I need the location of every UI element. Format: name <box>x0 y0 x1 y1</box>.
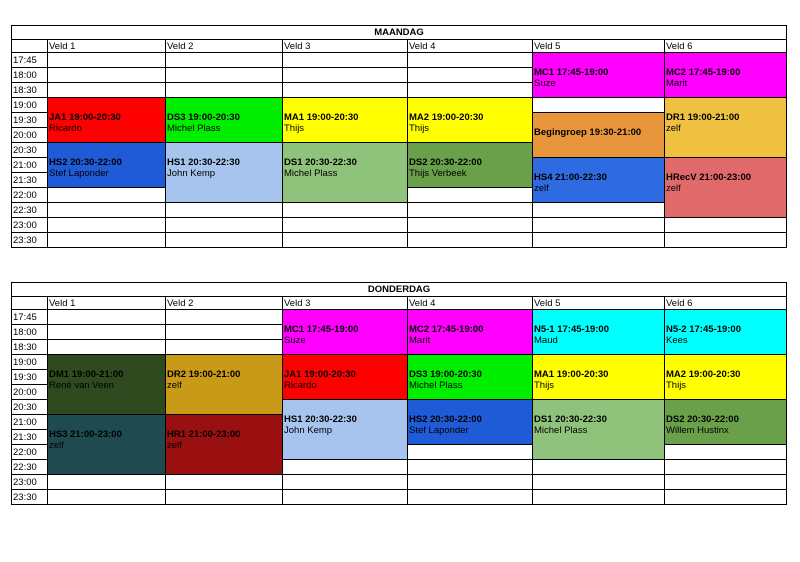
training-block <box>408 310 533 355</box>
empty-slot <box>665 233 787 248</box>
time-label: 18:00 <box>12 68 48 83</box>
empty-slot <box>283 233 408 248</box>
empty-slot <box>166 310 283 325</box>
empty-slot <box>283 83 408 98</box>
training-trainer: Thijs <box>284 123 305 134</box>
training-trainer: John Kemp <box>284 425 333 436</box>
time-label: 20:00 <box>12 128 48 143</box>
training-block <box>665 53 787 98</box>
training-block <box>665 158 787 218</box>
training-title: JA1 19:00-20:30 <box>284 369 356 380</box>
training-trainer: Suze <box>534 78 556 89</box>
training-trainer: Michel Plass <box>167 123 221 134</box>
donderdag-schedule-table <box>11 282 787 505</box>
empty-slot <box>408 188 533 203</box>
training-block <box>166 415 283 475</box>
training-block <box>665 310 787 355</box>
training-title: MC1 17:45-19:00 <box>534 67 609 78</box>
empty-slot <box>48 203 166 218</box>
training-title: DS2 20:30-22:00 <box>409 157 482 168</box>
empty-slot <box>166 340 283 355</box>
training-title: DM1 19:00-21:00 <box>49 369 124 380</box>
empty-slot <box>665 218 787 233</box>
empty-slot <box>48 53 166 68</box>
training-trainer: Thijs <box>534 380 555 391</box>
training-title: Begingroep 19:30-21:00 <box>534 127 642 138</box>
empty-slot <box>48 218 166 233</box>
field-header: Veld 2 <box>166 297 283 310</box>
training-trainer: zelf <box>666 183 681 194</box>
training-title: MA1 19:00-20:30 <box>284 112 359 123</box>
empty-slot <box>533 233 665 248</box>
empty-slot <box>48 325 166 340</box>
training-title: MA2 19:00-20:30 <box>666 369 741 380</box>
training-title: HR1 21:00-23:00 <box>167 429 241 440</box>
training-block <box>166 143 283 203</box>
training-title: HS2 20:30-22:00 <box>409 414 482 425</box>
empty-slot <box>665 460 787 475</box>
empty-slot <box>533 490 665 505</box>
field-header: Veld 3 <box>283 40 408 53</box>
corner-cell <box>12 40 48 53</box>
training-trainer: Thijs <box>666 380 687 391</box>
training-title: HS3 21:00-23:00 <box>49 429 122 440</box>
field-header: Veld 6 <box>665 297 787 310</box>
training-block <box>48 143 166 188</box>
time-label: 21:00 <box>12 158 48 173</box>
training-trainer: Willem Hustinx <box>666 425 729 436</box>
training-block <box>283 400 408 460</box>
time-label: 22:00 <box>12 445 48 460</box>
empty-slot <box>665 475 787 490</box>
time-label: 23:00 <box>12 218 48 233</box>
training-title: N5-2 17:45-19:00 <box>666 324 741 335</box>
training-trainer: René van Veen <box>49 380 114 391</box>
training-trainer: zelf <box>534 183 549 194</box>
time-label: 20:30 <box>12 143 48 158</box>
training-title: MA1 19:00-20:30 <box>534 369 609 380</box>
time-label: 23:00 <box>12 475 48 490</box>
training-block <box>533 310 665 355</box>
training-title: HS2 20:30-22:00 <box>49 157 122 168</box>
empty-slot <box>533 98 665 113</box>
training-trainer: Marit <box>409 335 431 346</box>
empty-slot <box>166 53 283 68</box>
field-header: Veld 6 <box>665 40 787 53</box>
training-title: HS1 20:30-22:30 <box>284 414 357 425</box>
time-label: 18:00 <box>12 325 48 340</box>
training-title: MC2 17:45-19:00 <box>409 324 484 335</box>
time-label: 17:45 <box>12 310 48 325</box>
training-title: HS1 20:30-22:30 <box>167 157 240 168</box>
training-title: HRecV 21:00-23:00 <box>666 172 752 183</box>
training-trainer: Maud <box>534 335 558 346</box>
day-title: DONDERDAG <box>12 283 787 297</box>
empty-slot <box>283 460 408 475</box>
empty-slot <box>283 53 408 68</box>
corner-cell <box>12 297 48 310</box>
training-trainer: John Kemp <box>167 168 216 179</box>
training-title: DS1 20:30-22:30 <box>534 414 607 425</box>
time-label: 18:30 <box>12 340 48 355</box>
training-title: DR2 19:00-21:00 <box>167 369 241 380</box>
maandag-schedule-table <box>11 25 787 248</box>
field-header: Veld 1 <box>48 40 166 53</box>
time-label: 22:00 <box>12 188 48 203</box>
training-title: MC2 17:45-19:00 <box>666 67 741 78</box>
training-trainer: Stef Laponder <box>409 425 469 436</box>
time-label: 21:30 <box>12 173 48 188</box>
training-block <box>283 143 408 203</box>
training-block <box>533 400 665 460</box>
training-title: MC1 17:45-19:00 <box>284 324 359 335</box>
training-title: DS3 19:00-20:30 <box>167 112 240 123</box>
field-header: Veld 5 <box>533 297 665 310</box>
training-trainer: zelf <box>167 440 182 451</box>
empty-slot <box>166 68 283 83</box>
training-block <box>283 355 408 400</box>
empty-slot <box>408 203 533 218</box>
empty-slot <box>533 218 665 233</box>
training-block <box>665 400 787 445</box>
training-trainer: Michel Plass <box>284 168 338 179</box>
empty-slot <box>408 83 533 98</box>
empty-slot <box>48 68 166 83</box>
training-trainer: Kees <box>666 335 688 346</box>
training-trainer: Michel Plass <box>409 380 463 391</box>
empty-slot <box>408 53 533 68</box>
training-block <box>166 355 283 415</box>
empty-slot <box>166 203 283 218</box>
training-block <box>408 355 533 400</box>
training-block <box>408 98 533 143</box>
empty-slot <box>283 490 408 505</box>
training-trainer: Ricardo <box>284 380 317 391</box>
empty-slot <box>533 203 665 218</box>
empty-slot <box>408 445 533 460</box>
time-label: 19:00 <box>12 355 48 370</box>
empty-slot <box>48 233 166 248</box>
empty-slot <box>283 203 408 218</box>
training-block <box>533 355 665 400</box>
time-label: 22:30 <box>12 203 48 218</box>
training-title: DS2 20:30-22:00 <box>666 414 739 425</box>
field-header: Veld 4 <box>408 40 533 53</box>
training-title: DS1 20:30-22:30 <box>284 157 357 168</box>
time-label: 22:30 <box>12 460 48 475</box>
training-block <box>48 98 166 143</box>
empty-slot <box>408 460 533 475</box>
training-trainer: Marit <box>666 78 688 89</box>
training-block <box>533 158 665 203</box>
training-block <box>48 355 166 415</box>
training-trainer: Michel Plass <box>534 425 588 436</box>
empty-slot <box>48 310 166 325</box>
empty-slot <box>408 68 533 83</box>
training-trainer: Thijs <box>409 123 430 134</box>
empty-slot <box>408 233 533 248</box>
field-header: Veld 1 <box>48 297 166 310</box>
time-label: 23:30 <box>12 490 48 505</box>
empty-slot <box>408 490 533 505</box>
empty-slot <box>408 475 533 490</box>
time-label: 20:30 <box>12 400 48 415</box>
time-label: 20:00 <box>12 385 48 400</box>
training-block <box>166 98 283 143</box>
time-label: 17:45 <box>12 53 48 68</box>
training-title: N5-1 17:45-19:00 <box>534 324 609 335</box>
empty-slot <box>166 475 283 490</box>
empty-slot <box>283 68 408 83</box>
training-trainer: zelf <box>167 380 182 391</box>
empty-slot <box>48 83 166 98</box>
empty-slot <box>533 475 665 490</box>
training-title: MA2 19:00-20:30 <box>409 112 484 123</box>
training-block <box>283 98 408 143</box>
training-title: DS3 19:00-20:30 <box>409 369 482 380</box>
empty-slot <box>166 490 283 505</box>
training-block <box>408 400 533 445</box>
empty-slot <box>166 83 283 98</box>
time-label: 19:00 <box>12 98 48 113</box>
training-trainer: Stef Laponder <box>49 168 109 179</box>
time-label: 19:30 <box>12 113 48 128</box>
training-block <box>665 355 787 400</box>
empty-slot <box>166 325 283 340</box>
empty-slot <box>533 460 665 475</box>
empty-slot <box>166 218 283 233</box>
training-trainer: zelf <box>49 440 64 451</box>
training-trainer: Suze <box>284 335 306 346</box>
training-trainer: Thijs Verbeek <box>409 168 467 179</box>
time-label: 21:30 <box>12 430 48 445</box>
time-label: 19:30 <box>12 370 48 385</box>
empty-slot <box>166 233 283 248</box>
field-header: Veld 5 <box>533 40 665 53</box>
field-header: Veld 4 <box>408 297 533 310</box>
day-title: MAANDAG <box>12 26 787 40</box>
training-block <box>283 310 408 355</box>
training-trainer: Ricardo <box>49 123 82 134</box>
field-header: Veld 3 <box>283 297 408 310</box>
empty-slot <box>48 340 166 355</box>
empty-slot <box>48 490 166 505</box>
empty-slot <box>48 475 166 490</box>
time-label: 23:30 <box>12 233 48 248</box>
empty-slot <box>408 218 533 233</box>
training-trainer: zelf <box>666 123 681 134</box>
training-title: JA1 19:00-20:30 <box>49 112 121 123</box>
training-title: DR1 19:00-21:00 <box>666 112 740 123</box>
time-label: 21:00 <box>12 415 48 430</box>
empty-slot <box>48 188 166 203</box>
empty-slot <box>665 490 787 505</box>
empty-slot <box>665 445 787 460</box>
training-title: HS4 21:00-22:30 <box>534 172 607 183</box>
time-label: 18:30 <box>12 83 48 98</box>
empty-slot <box>283 218 408 233</box>
field-header: Veld 2 <box>166 40 283 53</box>
training-block <box>533 53 665 98</box>
training-block <box>533 113 665 158</box>
empty-slot <box>283 475 408 490</box>
training-block <box>48 415 166 475</box>
training-block <box>665 98 787 158</box>
training-block <box>408 143 533 188</box>
